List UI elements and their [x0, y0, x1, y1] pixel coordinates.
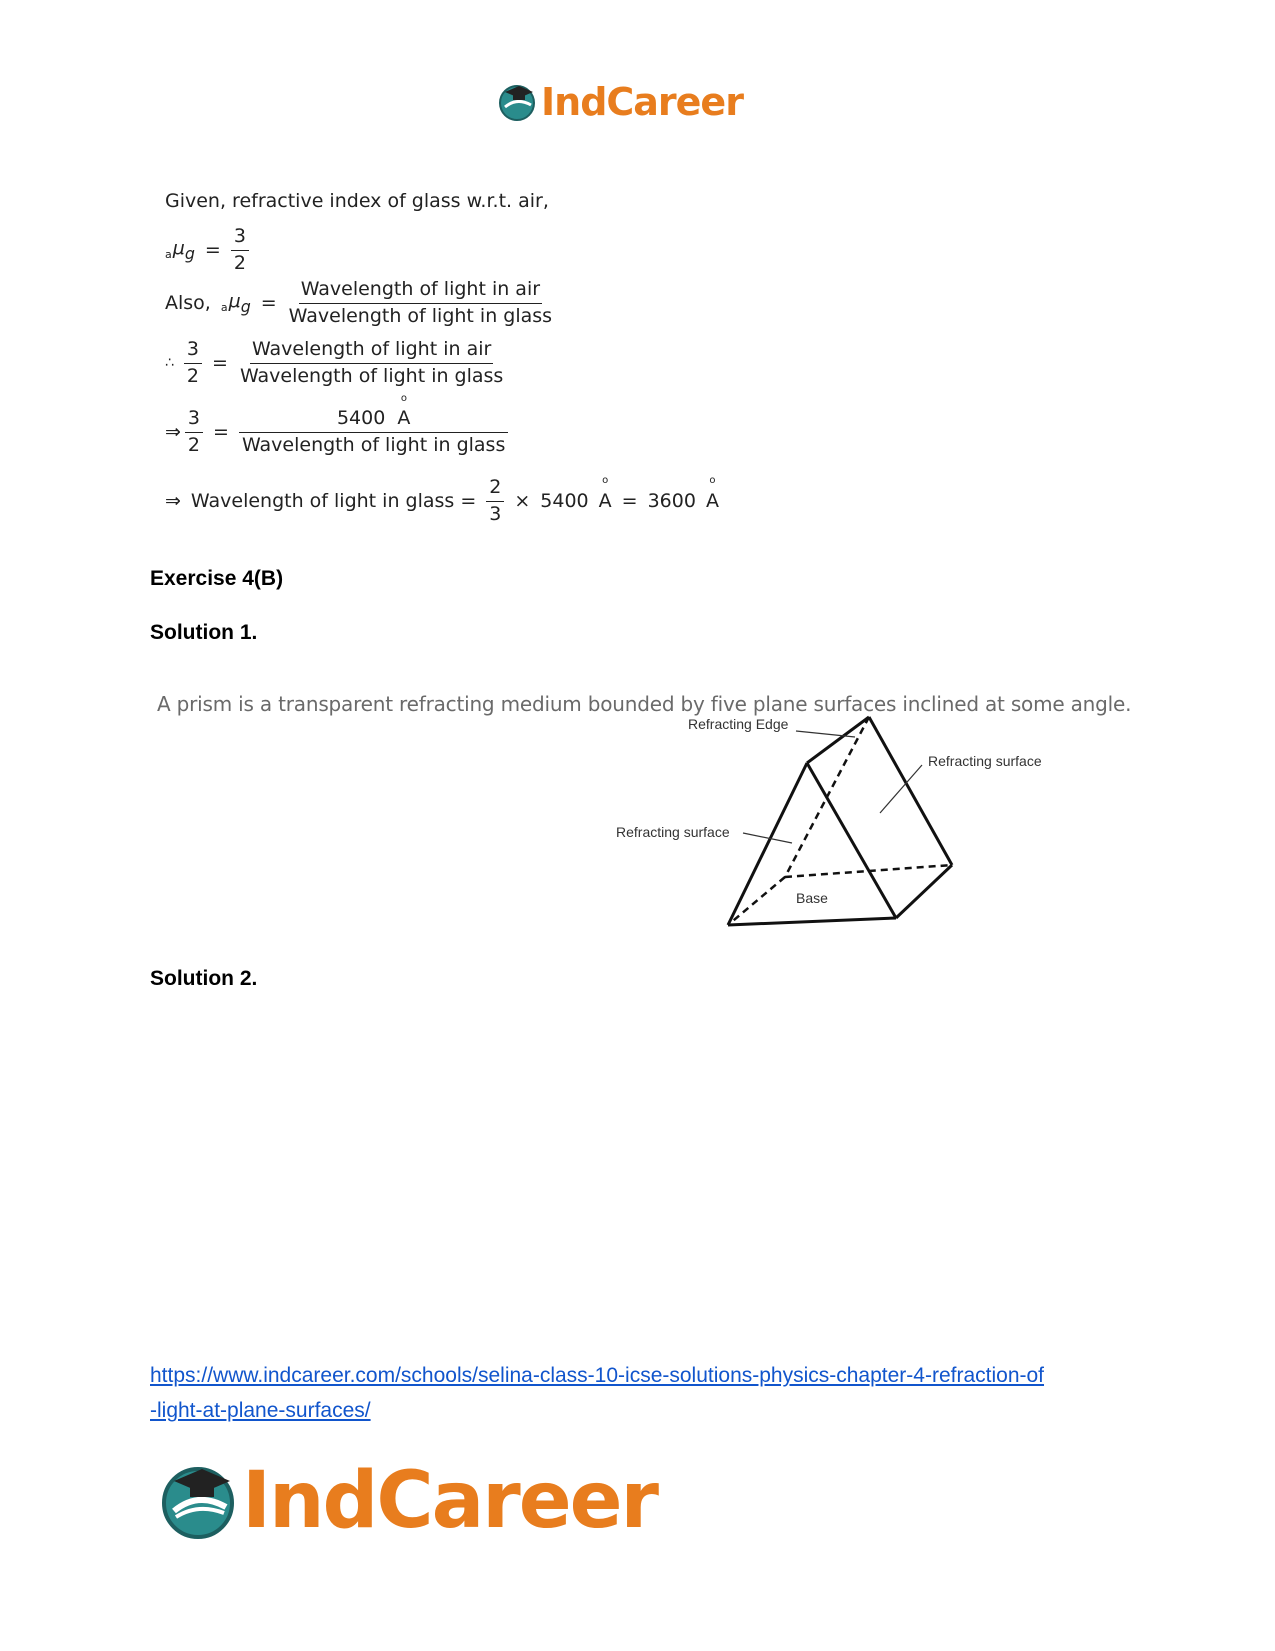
footer-link-line2[interactable]: -light-at-plane-surfaces/ [150, 1399, 371, 1422]
angstrom-unit: o A [706, 490, 719, 512]
exercise-heading: Exercise 4(B) [150, 567, 284, 590]
equals-sign: = [212, 352, 228, 375]
label-base: Base [796, 890, 828, 906]
header-logo [497, 78, 743, 126]
fraction-3-2: $\frac{3}{2}$ [231, 226, 249, 275]
prism-right-back-edge [869, 717, 952, 865]
implies-equation [165, 408, 518, 457]
prism-top-edge [807, 717, 869, 763]
equals-sign: = [260, 292, 277, 315]
wavelength-ratio: $\frac{\text{Wavelength of light in air}}{\text{Wavelength of light in glass}}$ [288, 278, 553, 327]
times-sign: × [514, 490, 531, 513]
fraction-3-2: $\frac{3}{2}$ [184, 339, 202, 388]
also-equation [165, 279, 564, 328]
final-lhs: Wavelength of light in glass = [190, 490, 477, 513]
footer-link-line1[interactable]: https://www.indcareer.com/schools/selina-class-10-icse-solutions-physics-chapter-4-refraction-of [150, 1364, 1045, 1387]
label-refracting-surface-left: Refracting surface [616, 824, 730, 840]
prism-hidden-base-left [728, 877, 785, 925]
equals-sign: = [213, 421, 229, 444]
equals-sign: = [621, 490, 638, 513]
solution-1-heading: Solution 1. [150, 621, 258, 644]
prism-base-front-edge [728, 918, 896, 925]
given-text: Given, refractive index of glass w.r.t. air, [165, 190, 549, 212]
graduation-globe-icon [158, 1461, 238, 1541]
logo-text: IndCareer [541, 80, 743, 124]
logo-text: IndCareer [242, 1456, 657, 1546]
solution-2-heading: Solution 2. [150, 967, 258, 990]
mu-symbol: $_a\mu_g$ [165, 237, 195, 264]
footer-logo [158, 1456, 657, 1546]
implies-symbol: ⇒ [165, 421, 181, 444]
therefore-equation [165, 339, 515, 388]
fraction-2-3: $\frac{2}{3}$ [486, 477, 504, 526]
label-refracting-edge: Refracting Edge [688, 716, 789, 732]
given-line [165, 190, 559, 212]
prism-base-right-edge [896, 865, 952, 918]
implies-symbol: ⇒ [165, 490, 181, 513]
prism-definition: A prism is a transparent refracting medium bounded by five plane surfaces inclined at some angle. [157, 692, 1132, 716]
final-equation [165, 477, 729, 526]
mu-symbol: $_a\mu_g$ [220, 290, 251, 317]
mu-equation [165, 226, 259, 275]
prism-diagram [600, 705, 1070, 935]
value-3600: 3600 [647, 490, 696, 513]
also-text: Also, [165, 292, 211, 315]
equals-sign: = [204, 239, 221, 262]
wavelength-5400-ratio: $\frac{\text{5400 o A}}{\text{Wavelength of light in glass}}$ [239, 408, 508, 457]
label-refracting-surface-right: Refracting surface [928, 753, 1042, 769]
value-5400: 5400 [540, 490, 589, 513]
angstrom-unit: o A [599, 490, 612, 512]
graduation-globe-icon [497, 82, 537, 122]
wavelength-ratio: $\frac{\text{Wavelength of light in air}}{\text{Wavelength of light in glass}}$ [239, 338, 504, 387]
therefore-symbol: ∴ [165, 355, 174, 372]
prism-hidden-back-edge [785, 717, 869, 877]
fraction-3-2: $\frac{3}{2}$ [185, 408, 203, 457]
